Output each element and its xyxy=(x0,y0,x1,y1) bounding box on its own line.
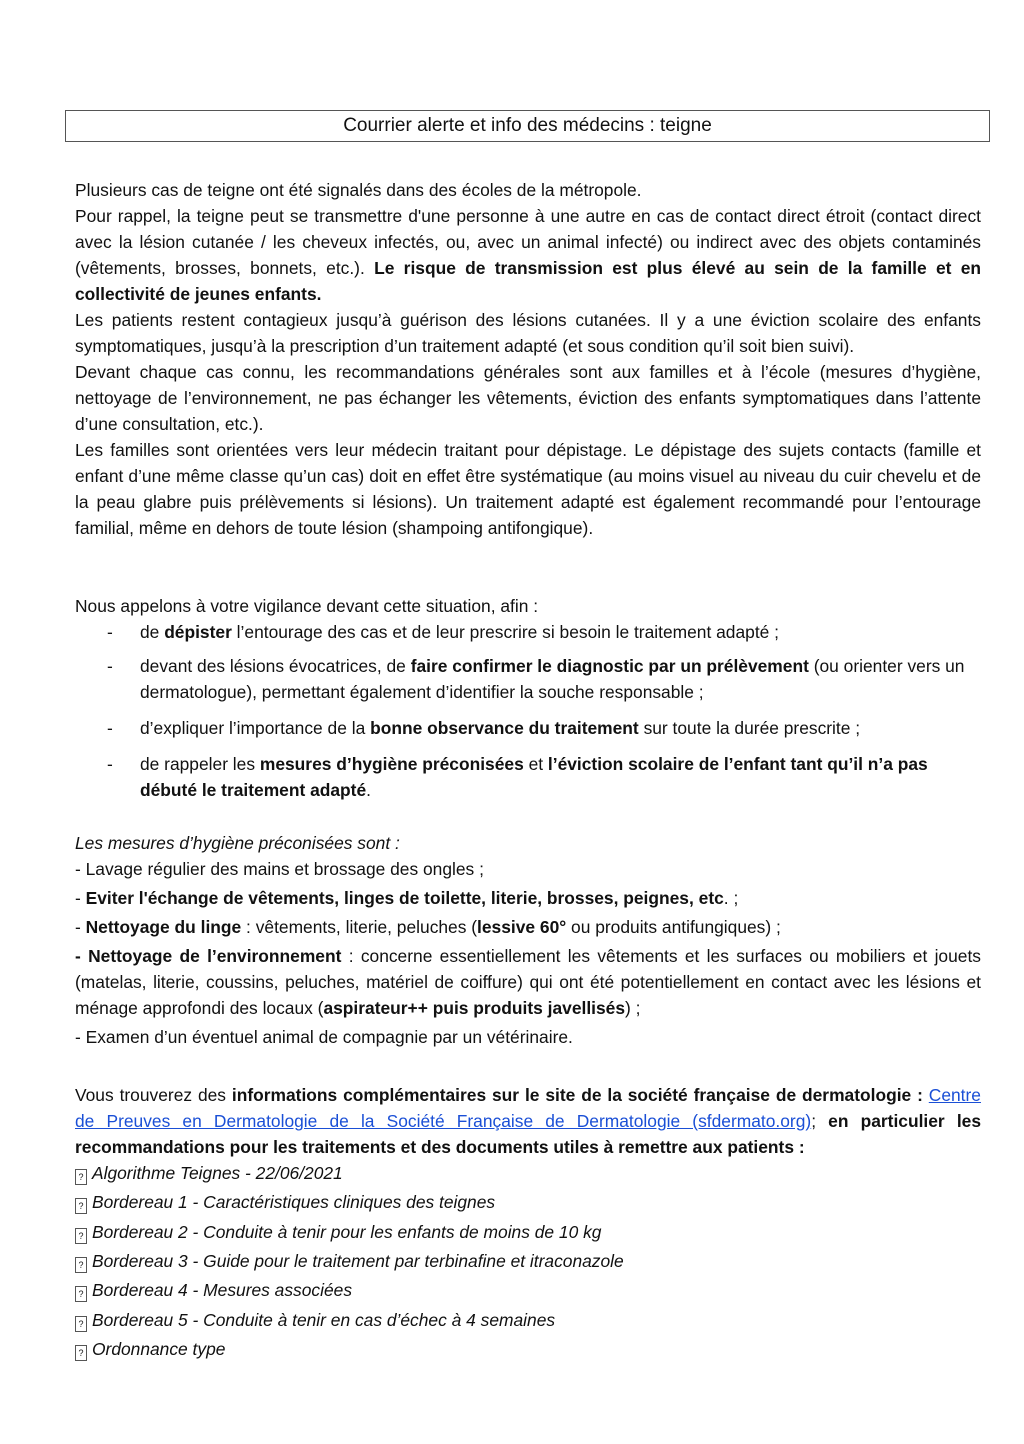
document-link-item[interactable] xyxy=(75,1336,225,1362)
hygiene-text: ou produits antifungiques) ; xyxy=(566,917,781,937)
resources-paragraph xyxy=(75,1082,981,1160)
document-title: Bordereau 2 - Conduite à tenir pour les enfants de moins de 10 kg xyxy=(92,1221,602,1242)
intro-paragraph-3: Les patients restent contagieux jusqu’à guérison des lésions cutanées. Il y a une éviction scolaire des enfants symptomatiques, jusqu’à la prescription d’un traitement adapté (et sous condition qu’il soit bien suivi). xyxy=(75,310,981,356)
missing-glyph-icon: ? xyxy=(75,1316,87,1332)
hygiene-line-1: - Lavage régulier des mains et brossage des ongles ; xyxy=(75,859,484,879)
hygiene-text: : concerne essentiellement les vêtements et les surfaces ou mobiliers et jouets (matelas, literie, coussins, peluches, matériel de coiffure) qui ont été potentiellement en contact avec les lésions et ménage approfondi des locaux ( xyxy=(75,946,981,1018)
hygiene-bold: Eviter l'échange de vêtements, linges de toilette, literie, brosses, peignes, etc xyxy=(85,888,724,908)
intro-section xyxy=(75,177,981,541)
list-dash: - xyxy=(107,622,113,642)
sfdermato-link[interactable]: Centre de Preuves en Dermatologie de la Société Française de Dermatologie (sfdermato.org) xyxy=(75,1085,981,1131)
list-item-text: et xyxy=(523,754,548,774)
list-item xyxy=(140,653,982,705)
hygiene-bold: lessive 60° xyxy=(477,917,567,937)
hygiene-section xyxy=(75,830,981,1050)
document-link-item[interactable] xyxy=(75,1248,624,1274)
list-item-bold: dépister xyxy=(164,622,232,642)
hygiene-text: ) ; xyxy=(625,998,641,1018)
document-title: Bordereau 3 - Guide pour le traitement par terbinafine et itraconazole xyxy=(92,1250,624,1271)
list-item-bold: l’éviction scolaire de l’enfant tant qu’il n’a pas débuté le traitement adapté xyxy=(140,754,928,800)
resources-text: ; xyxy=(811,1111,829,1131)
missing-glyph-icon: ? xyxy=(75,1345,87,1361)
document-title: Bordereau 5 - Conduite à tenir en cas d’échec à 4 semaines xyxy=(92,1309,556,1330)
page-title: Courrier alerte et info des médecins : teigne xyxy=(65,110,990,142)
hygiene-bold: Nettoyage du linge xyxy=(85,917,242,937)
resources-text: Vous trouverez des xyxy=(75,1085,232,1105)
intro-paragraph-5: Les familles sont orientées vers leur médecin traitant pour dépistage. Le dépistage des sujets contacts (famille et enfant d’une même classe qu’un cas) doit en effet être systématique (au moins visuel au niveau du cuir chevelu et de la peau glabre puis prélèvements si lésions). Un traitement adapté est également recommandé pour l’entourage familial, même en dehors de toute lésion (shampoing antifongique). xyxy=(75,440,981,538)
missing-glyph-icon: ? xyxy=(75,1198,87,1214)
missing-glyph-icon: ? xyxy=(75,1169,87,1185)
list-dash: - xyxy=(107,718,113,738)
list-item-text: d’expliquer l’importance de la xyxy=(140,718,371,738)
hygiene-line-3 xyxy=(75,914,981,940)
resources-bold: informations complémentaires sur le site de la société française de dermatologie : xyxy=(231,1085,923,1105)
list-item xyxy=(140,619,982,645)
hygiene-text: . ; xyxy=(723,888,739,908)
document-link-item[interactable] xyxy=(75,1307,555,1333)
resources-section xyxy=(75,1082,981,1160)
intro-paragraph-1: Plusieurs cas de teigne ont été signalés dans des écoles de la métropole. xyxy=(75,180,642,200)
list-item-text: sur toute la durée prescrite ; xyxy=(638,718,861,738)
document-title: Bordereau 1 - Caractéristiques cliniques des teignes xyxy=(92,1192,496,1213)
hygiene-line-4 xyxy=(75,943,981,1021)
hygiene-bold: aspirateur++ puis produits javellisés xyxy=(323,998,626,1018)
hygiene-bold: - Nettoyage de l’environnement xyxy=(75,946,342,966)
missing-glyph-icon: ? xyxy=(75,1286,87,1302)
document-link-item[interactable] xyxy=(75,1277,352,1303)
list-item-text: . xyxy=(366,780,371,800)
list-item-bold: mesures d’hygiène préconisées xyxy=(259,754,524,774)
hygiene-heading: Les mesures d’hygiène préconisées sont : xyxy=(75,833,400,853)
document-title: Ordonnance type xyxy=(92,1338,226,1359)
document-link-item[interactable] xyxy=(75,1160,343,1186)
hygiene-line-5: - Examen d’un éventuel animal de compagnie par un vétérinaire. xyxy=(75,1027,573,1047)
list-item-text: l’entourage des cas et de leur prescrire si besoin le traitement adapté ; xyxy=(231,622,779,642)
intro-paragraph-2-text: Pour rappel, la teigne peut se transmettre d'une personne à une autre en cas de contact direct étroit (contact direct avec la lésion cutanée / les cheveux infectés, ou, avec un animal infecté) ou indirect avec des objets contaminés (vêtements, brosses, bonnets, etc.). xyxy=(75,206,981,278)
list-dash: - xyxy=(107,656,113,676)
list-dash: - xyxy=(107,754,113,774)
list-item-bold: bonne observance du traitement xyxy=(370,718,639,738)
list-item xyxy=(140,715,982,741)
missing-glyph-icon: ? xyxy=(75,1257,87,1273)
vigilance-lead: Nous appelons à votre vigilance devant cette situation, afin : xyxy=(75,596,539,616)
list-item-bold: faire confirmer le diagnostic par un prélèvement xyxy=(410,656,809,676)
hygiene-text: - xyxy=(75,888,86,908)
document-title: Bordereau 4 - Mesures associées xyxy=(92,1280,353,1301)
list-item-text: devant des lésions évocatrices, de xyxy=(140,656,411,676)
document-link-item[interactable] xyxy=(75,1189,495,1215)
document-link-item[interactable] xyxy=(75,1219,601,1245)
hygiene-text: : vêtements, literie, peluches ( xyxy=(241,917,478,937)
intro-paragraph-2 xyxy=(75,203,981,307)
list-item xyxy=(140,751,982,803)
list-item-text: de xyxy=(140,622,165,642)
missing-glyph-icon: ? xyxy=(75,1228,87,1244)
intro-paragraph-4: Devant chaque cas connu, les recommandations générales sont aux familles et à l’école (mesures d’hygiène, nettoyage de l’environnement, ne pas échanger les vêtements, éviction des enfants symptomatiques dans l’attente d’une consultation, etc.). xyxy=(75,362,981,434)
resources-bold: en particulier les recommandations pour les traitements et des documents utiles à remettre aux patients : xyxy=(75,1111,982,1157)
hygiene-text: - xyxy=(75,917,86,937)
list-item-text: (ou orienter vers un dermatologue), permettant également d’identifier la souche responsable ; xyxy=(140,656,965,702)
document-title: Algorithme Teignes - 22/06/2021 xyxy=(92,1163,343,1183)
hygiene-line-2 xyxy=(75,885,981,911)
intro-paragraph-2-bold: Le risque de transmission est plus élevé au sein de la famille et en collectivité de jeunes enfants. xyxy=(75,258,981,304)
list-item-text: de rappeler les xyxy=(140,754,260,774)
